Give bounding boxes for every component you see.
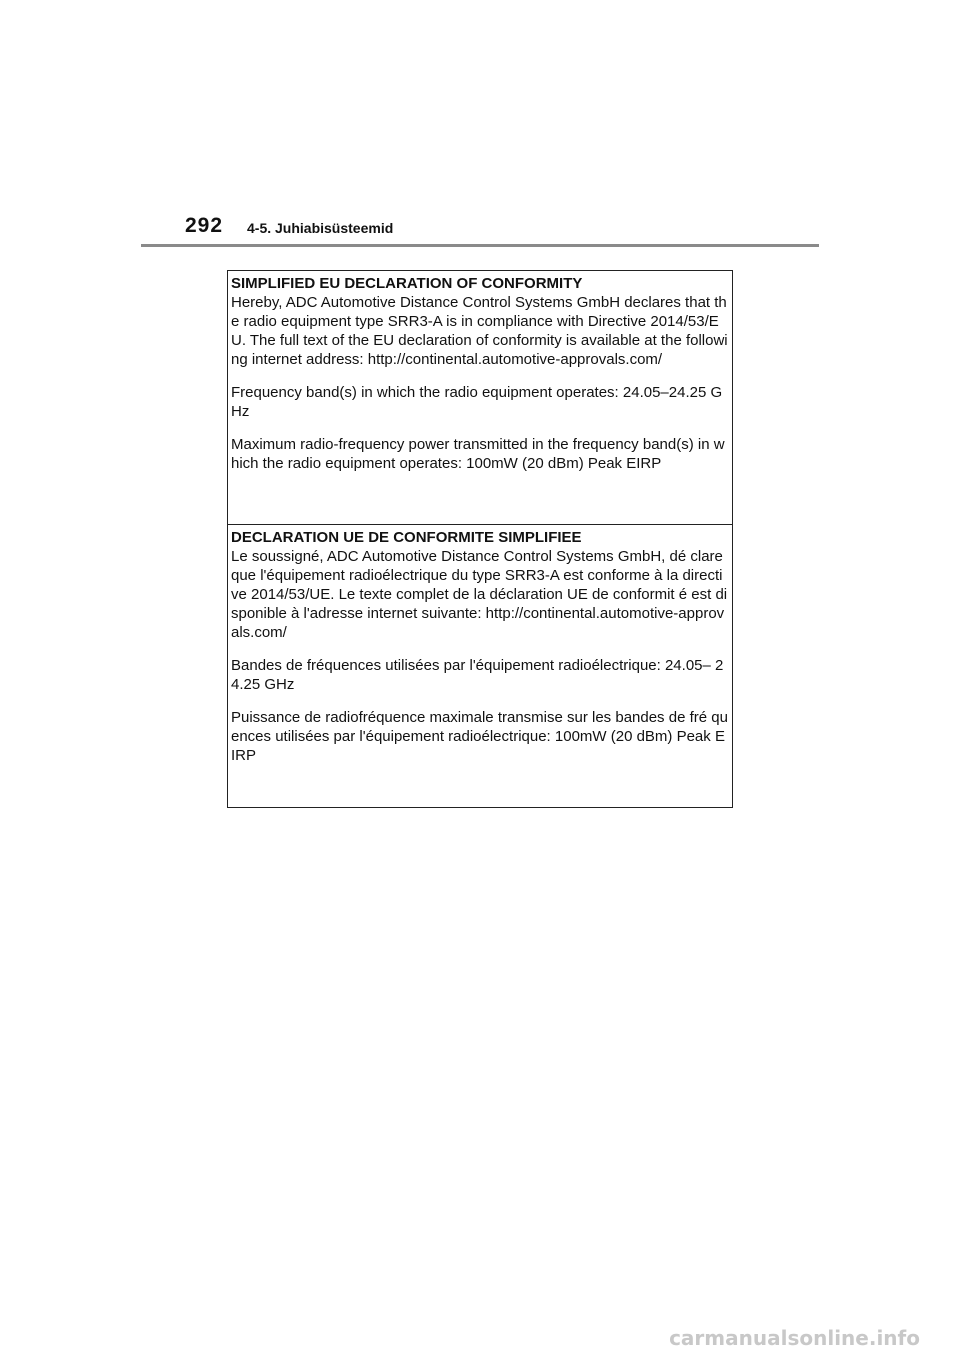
declaration-fr-paragraph-2: Bandes de fréquences utilisées par l'équipement radioélectrique: 24.05– 24.25 GHz	[231, 657, 724, 693]
declaration-fr-paragraph-3: Puissance de radiofréquence maximale transmise sur les bandes de fré quences utilisées par l'équipement radioélectrique: 100mW (20 dBm) Peak EIRP	[231, 709, 728, 764]
watermark-logo: carmanualsonline.info	[669, 1326, 920, 1350]
declaration-box	[227, 270, 733, 808]
declaration-en-title: SIMPLIFIED EU DECLARATION OF CONFORMITY	[231, 275, 583, 292]
declaration-en-paragraph-3: Maximum radio-frequency power transmitted in the frequency band(s) in which the radio equipment operates: 100mW (20 dBm) Peak EIRP	[231, 436, 725, 472]
header-divider	[141, 244, 819, 247]
declaration-en-paragraph-2: Frequency band(s) in which the radio equipment operates: 24.05–24.25 GHz	[231, 384, 723, 420]
declaration-en-paragraph-1: Hereby, ADC Automotive Distance Control Systems GmbH declares that the radio equipment type SRR3-A is in compliance with Directive 2014/53/EU. The full text of the EU declaration of conformity is available at the following internet address: http://continental.automotive-approvals.com/	[231, 294, 728, 368]
page-number: 292	[185, 214, 224, 237]
declaration-fr-title: DECLARATION UE DE CONFORMITE SIMPLIFIEE	[231, 529, 582, 546]
declaration-en	[228, 271, 732, 524]
section-title: 4-5. Juhiabisüsteemid	[247, 220, 394, 236]
declaration-fr	[228, 524, 732, 765]
declaration-fr-paragraph-1: Le soussigné, ADC Automotive Distance Control Systems GmbH, dé clare que l'équipement radioélectrique du type SRR3-A est conforme à la directive 2014/53/UE. Le texte complet de la déclaration UE de conformit é est disponible à l'adresse internet suivante: http://continental.automotive-approvals.com/	[231, 548, 728, 641]
